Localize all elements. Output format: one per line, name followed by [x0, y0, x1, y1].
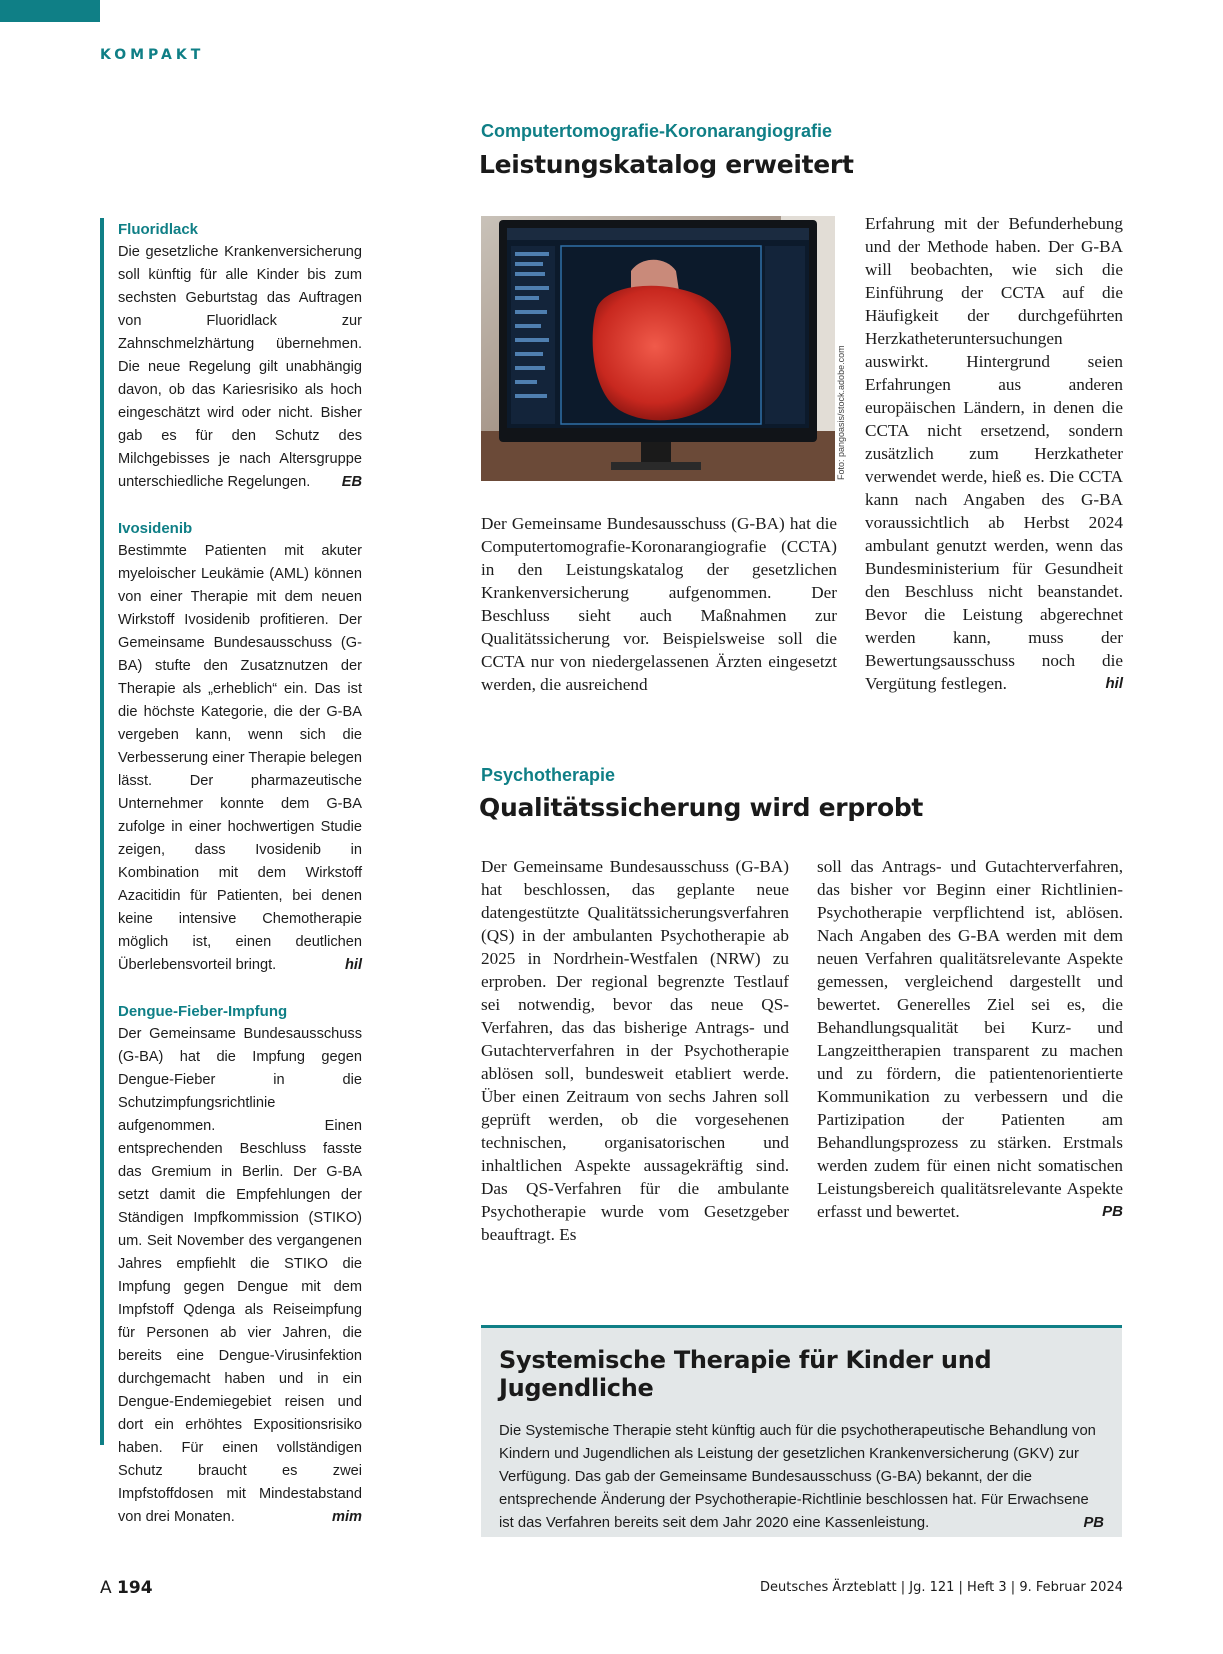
- sidebar-item-title: Ivosidenib: [118, 520, 193, 537]
- author-signature: EB: [341, 474, 362, 490]
- article-column-left: Der Gemeinsame Bundesausschuss (G-BA) hat beschlossen, das geplante neue datengestützte Qualitätssicherungsverfahren (QS) in der ambulanten Psychotherapie ab 2025 in Nordrhein-Westfalen (NRW) zu erproben. Der regional begrenzte Testlauf sei notwendig, bevor das neue QS-Verfahren, das das bisherige Antrags- und Gutachterverfahren in der Psychotherapie ablösen soll, bundesweit etabliert werde. Über einen Zeitraum von sechs Jahren soll geprüft werden, ob die vorgesehenen technischen, organisatorischen und inhaltlichen Aspekte aussagekräftig sind. Das QS-Verfahren für die ambulante Psychotherapie wurde vom Gesetzgeber beauftragt. Es: [481, 857, 789, 1244]
- sidebar-item-text: Bestimmte Patienten mit akuter myeloischer Leukämie (AML) können von einer Therapie mit dem neuen Wirkstoff Ivosidenib profitieren. Der Gemeinsame Bundesausschuss (G-BA) stufte den Zusatznutzen der Therapie als „erheblich“ ein. Das ist die höchste Kategorie, die der G-BA vergeben kann, wenn sich die Verbesserung einer Therapie belegen lässt. Der pharmazeutische Unternehmer konnte dem G-BA zufolge in einer hochwertigen Studie zeigen, dass Ivosidenib in Kombination mit dem Wirkstoff Azacitidin für Patienten, bei denen keine intensive Chemotherapie möglich ist, einen deutlichen Überlebensvorteil bringt.: [118, 543, 362, 973]
- author-signature: mim: [331, 1509, 362, 1525]
- author-signature: hil: [1105, 675, 1123, 692]
- article-headline: Qualitätssicherung wird erprobt: [479, 793, 924, 822]
- article-kicker: Computertomografie-Koronarangiografie: [481, 121, 833, 141]
- author-signature: PB: [1083, 1515, 1104, 1531]
- article-column-text: Erfahrung mit der Befunderhebung und der Methode haben. Der G-BA will beobachten, wie sich die Einführung der CCTA auf die Häufigkeit der durchgeführten Herzkatheteruntersuchungen auswirkt. Hintergrund seien Erfahrungen aus anderen europäischen Ländern, in denen die CCTA nicht ersetzend, sondern zusätzlich zum Herzkatheter verwendet werde, hieß es. Die CCTA kann nach Angaben des G-BA voraussichtlich ab Herbst 2024 ambulant genutzt werden, wenn das Bundesministerium für Gesundheit den Beschluss nicht beanstandet. Bevor die Leistung abgerechnet werden kann, muss der Bewertungsausschuss noch die Vergütung festlegen.: [865, 214, 1123, 693]
- article-kicker: Psychotherapie: [481, 765, 616, 785]
- info-box-title: Systemische Therapie für Kinder und Jugendliche: [499, 1346, 992, 1402]
- page-prefix: A: [100, 1578, 112, 1598]
- sidebar-item-body: [118, 1023, 362, 1529]
- photo-credit: Foto: pangoasis/stock.adobe.com: [836, 345, 846, 480]
- article-column-right: [817, 855, 1123, 1223]
- sidebar-item-body: [118, 241, 362, 494]
- journal-info: Deutsches Ärzteblatt | Jg. 121 | Heft 3 | 9. Februar 2024: [760, 1580, 1123, 1595]
- sidebar-item-title: Fluoridlack: [118, 221, 199, 238]
- info-box-body: [499, 1420, 1104, 1535]
- sidebar: [100, 218, 362, 1525]
- sidebar-item-text: Der Gemeinsame Bundesausschuss (G-BA) hat die Impfung gegen Dengue-Fieber in die Schutzimpfungsrichtlinie aufgenommen. Einen entsprechenden Beschluss fasste das Gremium in Berlin. Der G-BA setzt damit die Empfehlungen der Ständigen Impfkommission (STIKO) um. Seit November des vergangenen Jahres empfiehlt die STIKO die Impfung gegen Dengue mit dem Impfstoff Qdenga als Reiseimpfung für Personen ab vier Jahren, die bereits eine Dengue-Virusinfektion durchgemacht haben und in ein Dengue-Endemiegebiet reisen und dort ein erhöhtes Expositionsrisiko haben. Für einen vollständigen Schutz braucht es zwei Impfstoffdosen mit Mindestabstand von drei Monaten.: [118, 1026, 362, 1525]
- section-label: KOMPAKT: [100, 47, 205, 63]
- sidebar-item-title: Dengue-Fieber-Impfung: [118, 1003, 288, 1020]
- sidebar-item-fluoridlack: [118, 218, 362, 494]
- monitor-heart-photo: [481, 216, 835, 481]
- top-accent-bar: [0, 0, 100, 22]
- article-column-left: Der Gemeinsame Bundesausschuss (G-BA) hat die Computertomografie-Koronarangiografie (CCTA) in den Leistungskatalog der gesetzlichen Krankenversicherung aufgenommen. Der Beschluss sieht auch Maßnahmen zur Qualitätssicherung vor. Beispielsweise soll die CCTA nur von niedergelassenen Ärzten eingesetzt werden, die ausreichend: [481, 514, 837, 694]
- info-box-text: Die Systemische Therapie steht künftig auch für die psychotherapeutische Behandlung von Kindern und Jugendlichen als Leistung der gesetzlichen Krankenversicherung (GKV) zur Verfügung. Das gab der Gemeinsame Bundesausschuss (G-BA) bekannt, der die entsprechende Änderung der Psychotherapie-Richtlinie beschlossen hat. Für Erwachsene ist das Verfahren bereits seit dem Jahr 2020 eine Kassenleistung.: [499, 1423, 1096, 1531]
- author-signature: PB: [1102, 1203, 1123, 1220]
- article-column-text: soll das Antrags- und Gutachterverfahren, das bisher vor Beginn einer Richtlinien-Psychotherapie verpflichtend ist, ablösen. Nach Angaben des G-BA werden mit dem neuen Verfahren qualitätsrelevante Aspekte gemessen, vergleichend dargestellt und bewertet. Generelles Ziel sei es, die Behandlungsqualität bei Kurz- und Langzeittherapien transparent zu machen und zu fördern, die patientenorientierte Kommunikation zu verbessern und die Partizipation der Patienten am Behandlungsprozess zu stärken. Erstmals werden zudem für einen nicht somatischen Leistungsbereich qualitätsrelevante Aspekte erfasst und bewertet.: [817, 857, 1123, 1221]
- heart-ct-image: [481, 216, 835, 481]
- page-number: [100, 1578, 153, 1598]
- sidebar-item-text: Die gesetzliche Krankenversicherung soll künftig für alle Kinder bis zum sechsten Geburtstag das Auftragen von Fluoridlack zur Zahnschmelzhärtung übernehmen. Die neue Regelung gilt unabhängig davon, ob das Kariesrisiko als hoch eingeschätzt wird oder nicht. Bisher gab es für den Schutz des Milchgebisses je nach Altersgruppe unterschiedliche Regelungen.: [118, 244, 362, 490]
- sidebar-item-dengue: [118, 1000, 362, 1529]
- author-signature: hil: [344, 957, 362, 973]
- info-box: [481, 1325, 1122, 1537]
- sidebar-item-body: [118, 540, 362, 977]
- article-column-right: [865, 212, 1123, 695]
- sidebar-item-ivosidenib: [118, 517, 362, 977]
- page-number-value: 194: [117, 1578, 153, 1598]
- article-headline: Leistungskatalog erweitert: [479, 150, 854, 179]
